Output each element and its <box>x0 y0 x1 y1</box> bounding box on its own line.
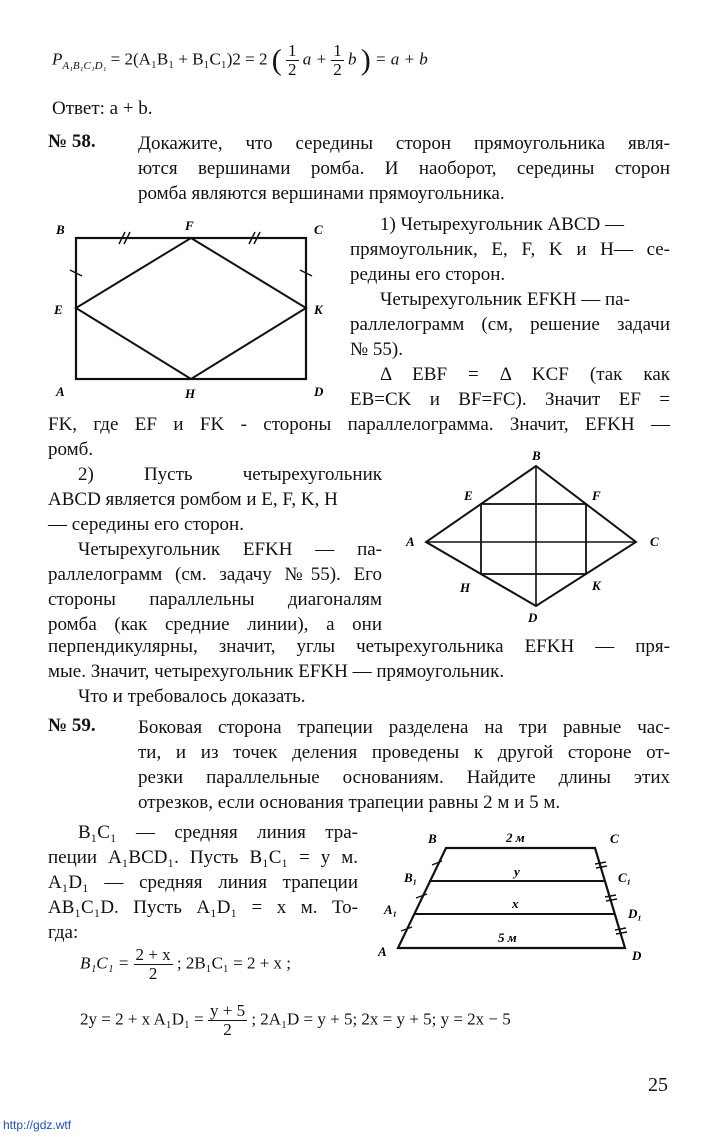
label-e: E <box>464 488 473 503</box>
rhombus-efkh <box>76 238 306 379</box>
part1-line: Δ EBF = Δ KCF (так как <box>380 364 670 385</box>
solution-line: гда: <box>48 922 79 943</box>
label-c: C <box>610 831 619 846</box>
perimeter-formula <box>52 42 428 79</box>
label-a: A <box>378 944 387 959</box>
label-c: C <box>650 534 659 549</box>
paren-open: ( <box>271 43 282 77</box>
trapezoid-figure <box>370 826 660 966</box>
tick-mark <box>615 928 626 930</box>
formula-middle: = 2(A₁B₁ + B₁C₁)2 = 2 <box>106 49 268 69</box>
problem-58-statement <box>138 131 670 206</box>
problem-58-number: № 58. <box>48 131 96 152</box>
label-top-base: 2 м <box>506 830 525 845</box>
label-y: y <box>514 864 520 879</box>
label-a: A <box>406 534 415 549</box>
formula-start: 2y = 2 + x A₁D₁ = <box>80 1009 204 1029</box>
label-x: x <box>512 896 519 911</box>
label-a: A <box>56 384 65 399</box>
part2-line: — середины его сторон. <box>48 514 244 535</box>
tick-mark <box>605 895 616 897</box>
fraction-half-1: $\frac{1}{2}$ <box>288 41 297 79</box>
rhombus-rectangle-figure <box>396 446 676 626</box>
statement-line: ти, и из точек деления проведены к другой стороне от- <box>138 742 670 763</box>
paren-close: ) <box>360 43 371 77</box>
part1-line: раллелограмм (см, решение задачи <box>350 314 670 335</box>
formula-lhs-subscript: A₁B₁C₁D₁ <box>62 59 107 72</box>
statement-line: ются вершинами ромба. И наоборот, середины сторон <box>138 158 670 179</box>
label-b: B <box>428 831 437 846</box>
rhombus-abcd <box>426 466 636 606</box>
problem-58-part2-continuation <box>48 634 670 709</box>
answer-57: Ответ: a + b. <box>52 98 153 119</box>
page-number: 25 <box>648 1074 668 1096</box>
label-e: E <box>54 302 63 317</box>
part2-full-line: перпендикулярны, значит, углы четырехугольника EFKH — пря- <box>48 636 670 657</box>
part1-full-line: ромб. <box>48 439 94 460</box>
tick-mark <box>606 899 617 901</box>
solution-line: пеции A₁BCD₁. Пусть B₁C₁ = y м. <box>48 847 358 868</box>
part1-line: 1) Четырехугольник ABCD — <box>380 214 624 235</box>
part1-line: № 55). <box>350 339 403 360</box>
formula-rest: ; 2A₁D = y + 5; 2x = y + 5; y = 2x − 5 <box>251 1009 511 1029</box>
problem-58-part1 <box>350 212 670 412</box>
label-c: C <box>314 222 323 237</box>
statement-line: ромба являются вершинами прямоугольника. <box>138 183 505 204</box>
label-f: F <box>185 218 194 233</box>
label-d: D <box>528 610 538 625</box>
fraction: $\frac{y + 5}{2}$ <box>209 1001 246 1039</box>
part2-line: стороны параллельны диагоналям <box>48 589 382 610</box>
part2-line: Четырехугольник EFKH — па- <box>78 539 382 560</box>
rectangle-rhombus-figure <box>46 212 346 402</box>
statement-line: Боковая сторона трапеции разделена на три равные час- <box>138 717 670 738</box>
label-b: B <box>56 222 65 237</box>
formula-a1d1 <box>80 1002 511 1039</box>
tick-mark <box>595 862 606 864</box>
label-d: D <box>314 384 324 399</box>
rectangle-efkh <box>481 504 586 574</box>
formula-rest: ; 2B₁C₁ = 2 + x ; <box>176 953 292 973</box>
label-d: D <box>632 948 642 963</box>
formula-lhs: B₁C₁ = <box>80 953 130 973</box>
problem-58-part2 <box>48 462 382 637</box>
part1-line: редины его сторон. <box>350 264 506 285</box>
formula-a: a + <box>302 49 327 69</box>
formula-b1c1 <box>80 946 291 983</box>
part2-line: 2) Пусть четырехугольник <box>78 464 382 485</box>
part2-full-line: Что и требовалось доказать. <box>78 686 306 707</box>
part2-line: ромба (как средние линии), а они <box>48 614 382 635</box>
part1-line: EB=CK и BF=FC). Значит EF = <box>350 389 670 410</box>
problem-59-statement <box>138 715 670 815</box>
solution-line: A₁D₁ — средняя линия трапеции <box>48 872 358 893</box>
statement-line: отрезков, если основания трапеции равны 2 м и 5 м. <box>138 792 561 813</box>
part2-line: ABCD является ромбом и E, F, K, H <box>48 489 338 510</box>
problem-59-number: № 59. <box>48 715 96 736</box>
label-h: H <box>185 386 196 401</box>
tick-mark <box>596 866 607 868</box>
statement-line: Докажите, что середины сторон прямоугольника явля- <box>138 133 670 154</box>
label-b1: B₁ <box>404 870 418 885</box>
solution-line: B₁C₁ — средняя линия тра- <box>78 822 358 843</box>
label-a1: A₁ <box>384 902 398 917</box>
formula-rhs: = a + b <box>375 49 428 69</box>
part1-line: Четырехугольник EFKH — па- <box>380 289 630 310</box>
fraction: $\frac{2 + x}{2}$ <box>135 945 171 983</box>
label-bottom-base: 5 м <box>498 930 517 945</box>
site-link[interactable]: http://gdz.wtf <box>0 1117 74 1133</box>
part2-line: раллелограмм (см. задачу №55). Его <box>48 564 382 585</box>
formula-lhs: P <box>52 49 63 69</box>
label-h: H <box>460 580 471 595</box>
label-d1: D₁ <box>628 906 642 921</box>
part2-full-line: мые. Значит, четырехугольник EFKH — прямоугольник. <box>48 661 505 682</box>
label-c1: C₁ <box>618 870 632 885</box>
part1-full-line: FK, где EF и FK - стороны параллелограмма. Значит, EFKH — <box>48 414 670 435</box>
statement-line: резки параллельные основаниям. Найдите длины этих <box>138 767 670 788</box>
formula-b: b <box>348 49 357 69</box>
solution-line: AB₁C₁D. Пусть A₁D₁ = x м. То- <box>48 897 358 918</box>
label-b: B <box>532 448 541 463</box>
part1-line: прямоугольник, E, F, K и H— се- <box>350 239 670 260</box>
problem-59-solution <box>48 820 358 945</box>
label-k: K <box>592 578 601 593</box>
tick-mark <box>616 932 627 934</box>
fraction-half-2: $\frac{1}{2}$ <box>333 41 342 79</box>
label-f: F <box>592 488 601 503</box>
rectangle-abcd <box>76 238 306 379</box>
label-k: K <box>314 302 323 317</box>
